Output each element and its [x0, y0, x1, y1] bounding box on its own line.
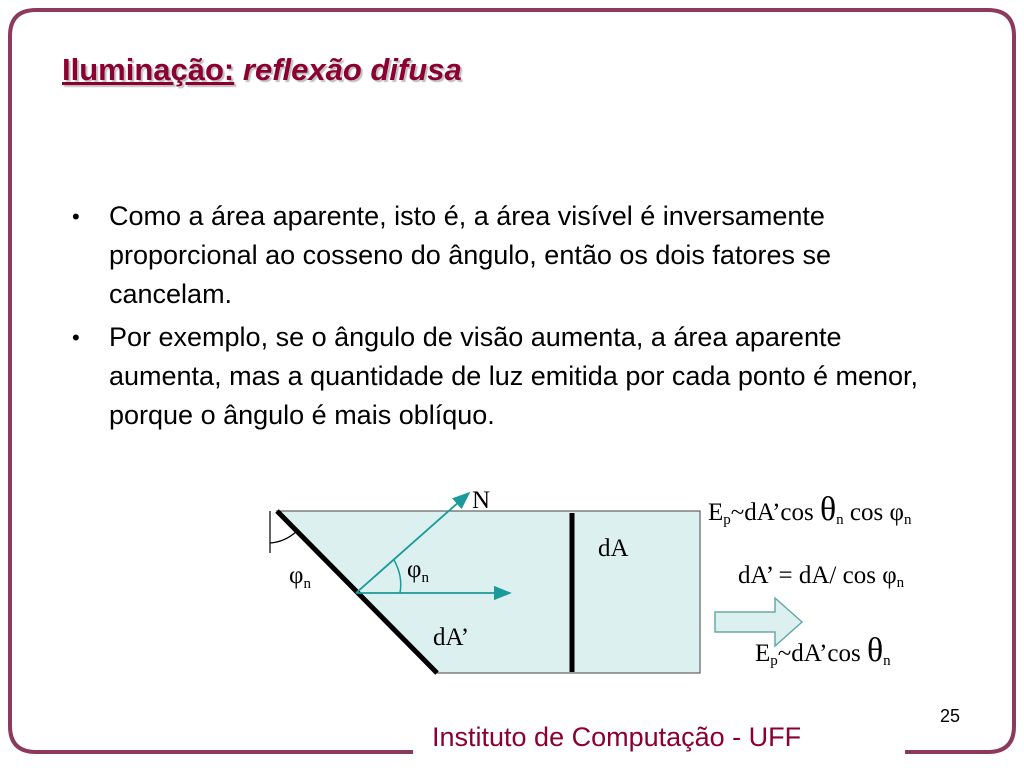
subscript-n: n [836, 511, 844, 528]
bullet-text: Como a área aparente, isto é, a área visível é inversamente proporcional ao cosseno do ângulo, então os dois fatores se cancelam. [109, 201, 831, 309]
phi-symbol: φ [882, 562, 897, 589]
theta-symbol: θ [867, 632, 884, 669]
normal-label: N [472, 487, 491, 514]
surface-region [277, 511, 700, 673]
phi-symbol: φ [289, 562, 304, 589]
subscript-n: n [303, 576, 311, 592]
formula-irradiance-full [708, 491, 911, 529]
page-number: 25 [940, 706, 961, 726]
angle-arc-left [270, 531, 297, 543]
formula-area [738, 562, 904, 592]
subscript-n: n [421, 570, 429, 586]
formula-p: p [770, 652, 778, 669]
formula-e: E [708, 499, 724, 526]
formula-cos: cos [843, 499, 890, 526]
footer-institution: Instituto de Computação - UFF [432, 722, 802, 752]
formula-mid: ~dA’cos [730, 499, 820, 526]
subscript-n: n [883, 652, 891, 669]
subscript-n: n [903, 511, 912, 528]
theta-symbol: θ [820, 491, 837, 528]
formula-mid: ~dA’cos [777, 640, 867, 667]
bullet-text: Por exemplo, se o ângulo de visão aumenta, a área aparente aumenta, mas a quantidade de luz emitida por cada ponto é menor, porque o ângulo é mais oblíquo. [109, 322, 919, 430]
title-subtitle: reflexão difusa [242, 52, 462, 87]
area-label: dA [598, 535, 629, 562]
apparent-area-label: dA’ [433, 624, 470, 651]
subscript-n: n [896, 574, 905, 591]
formula-e: E [755, 640, 771, 667]
title-main: Iluminação: [62, 52, 235, 87]
formula-area-text: dA’ = dA/ cos [738, 562, 883, 589]
formula-p: p [723, 511, 731, 528]
phi-symbol: φ [889, 499, 904, 526]
formula-irradiance-result [755, 632, 891, 670]
bullet-marker: • [72, 204, 80, 229]
phi-label-left [289, 562, 311, 592]
phi-symbol: φ [407, 556, 422, 583]
bullet-marker: • [72, 325, 80, 350]
